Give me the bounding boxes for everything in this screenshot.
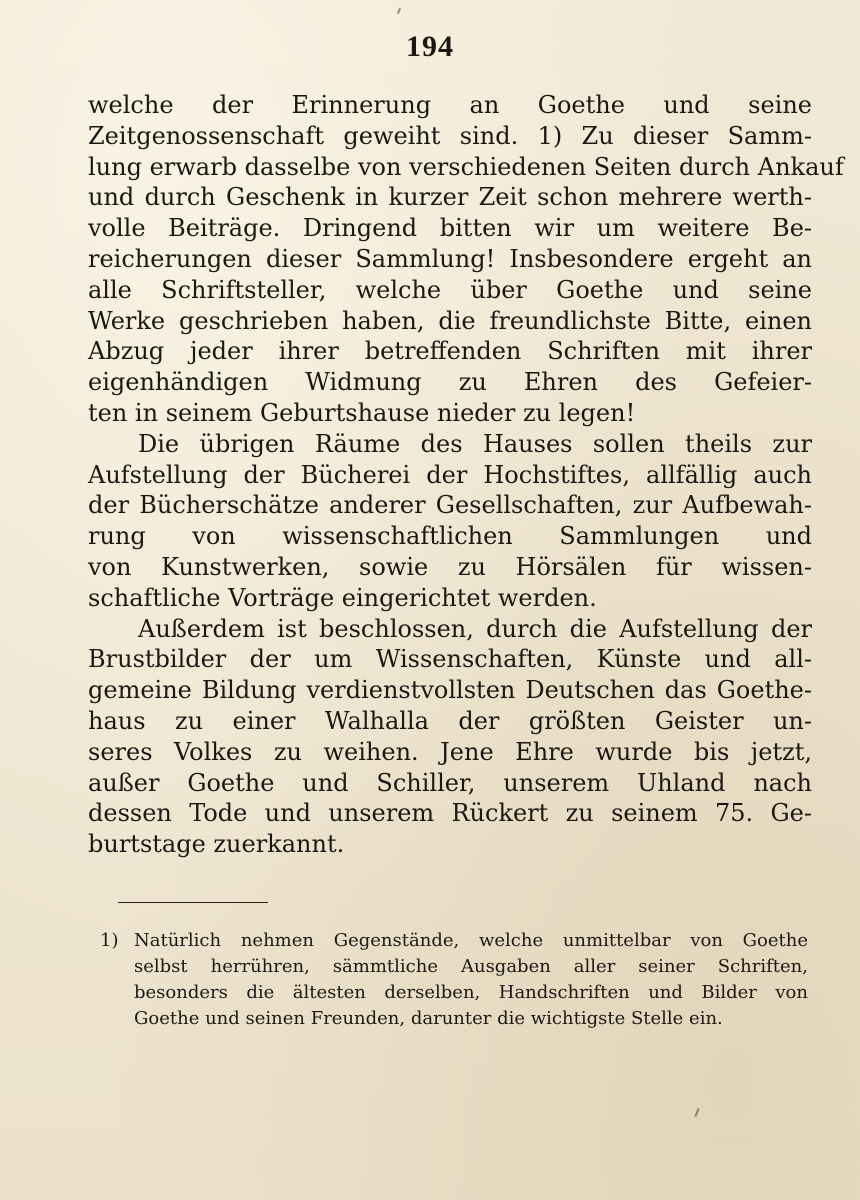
footnote-line (100, 928, 808, 954)
text-line: Außerdem ist beschlossen, durch die Aufstellung der (138, 614, 812, 643)
text-line: Zeitgenossenschaft geweiht sind. 1) Zu dieser Samm- (88, 121, 812, 150)
text-line: reicherungen dieser Sammlung! Insbesondere ergeht an (88, 244, 812, 273)
footnote-line: selbst herrühren, sämmtliche Ausgaben aller seiner Schriften, (134, 956, 808, 977)
text-line: außer Goethe und Schiller, unserem Uhland nach (88, 768, 812, 797)
paper-speck (397, 8, 401, 14)
text-line: welche der Erinnerung an Goethe und seine (88, 91, 812, 119)
text-line: haus zu einer Walhalla der größten Geister un- (88, 706, 812, 735)
footnote-marker: 1) (100, 930, 119, 951)
footnote-line: besonders die ältesten derselben, Handschriften und Bilder von (134, 982, 808, 1003)
text-line: und durch Geschenk in kurzer Zeit schon mehrere werth- (88, 183, 812, 212)
text-line: gemeine Bildung verdienstvollsten Deutschen das Goethe- (88, 676, 812, 705)
body-text (88, 90, 844, 860)
footnote-text: Natürlich nehmen Gegenstände, welche unmittelbar von Goethe (134, 930, 808, 951)
text-line: dessen Tode und unserem Rückert zu seinem 75. Ge- (88, 799, 812, 828)
footnote (100, 928, 808, 1032)
text-line: seres Volkes zu weihen. Jene Ehre wurde bis jetzt, (88, 737, 812, 766)
text-line: ten in seinem Geburtshause nieder zu legen! (88, 398, 636, 427)
page-number: 194 (406, 30, 454, 63)
text-line: Abzug jeder ihrer betreffenden Schriften mit ihrer (88, 337, 812, 366)
text-line: Die übrigen Räume des Hauses sollen theils zur (138, 429, 812, 458)
text-line: Brustbilder der um Wissenschaften, Künste und all- (88, 645, 812, 674)
footnote-divider (118, 902, 268, 903)
text-line: burtstage zuerkannt. (88, 830, 345, 859)
paper-speck (694, 1108, 699, 1117)
footnote-line: Goethe und seinen Freunden, darunter die wichtigste Stelle ein. (134, 1008, 723, 1029)
text-line: lung erwarb dasselbe von verschiedenen Seiten durch Ankauf (88, 152, 844, 181)
text-line: eigenhändigen Widmung zu Ehren des Gefeier- (88, 368, 812, 397)
text-line: rung von wissenschaftlichen Sammlungen und (88, 522, 812, 551)
text-line: schaftliche Vorträge eingerichtet werden. (88, 583, 597, 612)
text-line: alle Schriftsteller, welche über Goethe und seine (88, 275, 812, 304)
text-line: der Bücherschätze anderer Gesellschaften, zur Aufbewah- (88, 491, 812, 520)
text-line: von Kunstwerken, sowie zu Hörsälen für wissen- (88, 552, 812, 581)
text-line: volle Beiträge. Dringend bitten wir um weitere Be- (88, 214, 812, 243)
text-line: Aufstellung der Bücherei der Hochstiftes, allfällig auch (88, 460, 812, 489)
text-line: Werke geschrieben haben, die freundlichste Bitte, einen (88, 306, 812, 335)
